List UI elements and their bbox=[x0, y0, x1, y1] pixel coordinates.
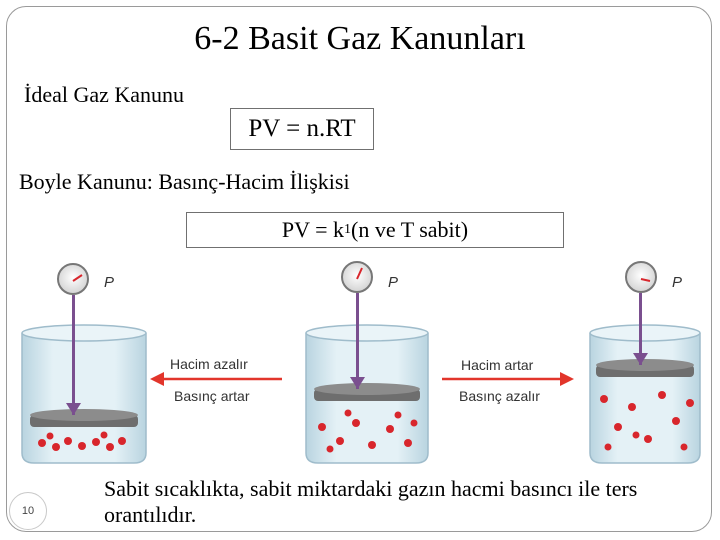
page-number-badge: 10 bbox=[9, 492, 47, 530]
boyle-heading: Boyle Kanunu: Basınç-Hacim İlişkisi bbox=[19, 169, 350, 194]
rod-middle bbox=[356, 293, 359, 389]
boyle-equation-sub: 1 bbox=[344, 222, 351, 237]
slide-caption: Sabit sıcaklıkta, sabit miktardaki gazın hacmi basıncı ile ters orantılıdır. bbox=[104, 476, 638, 527]
ideal-gas-equation: PV = n.RT bbox=[230, 108, 374, 150]
pressure-gauge-right-icon bbox=[626, 262, 656, 292]
slide-title: 6-2 Basit Gaz Kanunları bbox=[194, 20, 526, 57]
pressure-label-left: P bbox=[104, 274, 115, 291]
beaker-left bbox=[22, 264, 146, 463]
boyle-equation-prefix: PV = k bbox=[281, 217, 344, 242]
left-arrow-bottom-label: Basınç artar bbox=[174, 388, 250, 404]
beaker-right bbox=[590, 262, 700, 463]
beaker-middle bbox=[306, 262, 428, 463]
boyle-figure bbox=[0, 255, 720, 470]
right-arrow-bottom-label: Basınç azalır bbox=[459, 388, 540, 404]
left-arrow-top-label: Hacim azalır bbox=[170, 356, 248, 372]
arrow-volume-decreases bbox=[150, 356, 282, 404]
arrow-volume-increases bbox=[442, 357, 574, 404]
pressure-label-right: P bbox=[672, 274, 683, 291]
right-arrow-top-label: Hacim artar bbox=[461, 357, 534, 373]
ideal-gas-heading: İdeal Gaz Kanunu bbox=[24, 82, 185, 107]
boyle-equation bbox=[186, 212, 564, 248]
pressure-gauge-left-icon bbox=[58, 264, 88, 294]
boyle-equation-suffix: (n ve T sabit) bbox=[351, 217, 469, 242]
rod-left bbox=[72, 295, 75, 415]
pressure-label-middle: P bbox=[388, 274, 399, 291]
